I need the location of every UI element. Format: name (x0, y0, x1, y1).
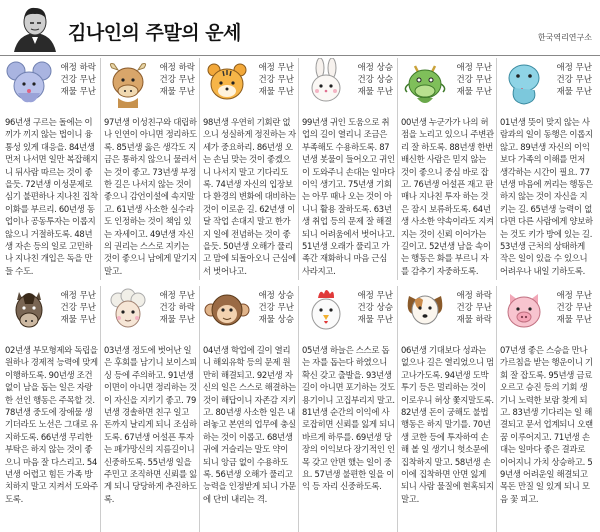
fortune-text: 06년생 기대보다 성과는 없으나 길은 열리었으니 멈고나가도록. 94년생 도박 투기 등은 멀리하는 것이 이로우니 허상 쫓지말도록. 82년생 돈이 궁해도 불법 행동은 하지 말기를. 70년생 코한 등에 투자하여 손해 볼 일 생기니 헛소문에 집착하지 말고. 58년생 손이에 집착하면 안면 잃게 되니 사람 물질에 현혹되지 말고. (401, 345, 494, 504)
zodiac-pig (497, 286, 596, 532)
zodiac-rabbit (299, 58, 398, 280)
zodiac-snake (497, 58, 596, 280)
fortune-text: 04년생 학업에 길이 열리니 해외유학 등의 문제 원만히 해결되고. 92년생 자신의 일은 스스로 해결하는 것이 해답이니 자존감 지키고. 80년생 사소한 일은 내려놓고 본연의 업무에 충실하는 것이 이롭고. 68년생 귀에 거슬리는 말도 약이 되니 앙금 없이 수용하도록. 56년생 오해가 풀리고 능력을 인정받게 되니 가문에 단비 내리는 격. (203, 345, 296, 504)
zodiac-dragon (398, 58, 497, 280)
fortune-status: 애정 무난 건강 하락 재물 무난 (159, 291, 195, 325)
zodiac-rooster (299, 286, 398, 532)
fortune-status: 애정 무난 건강 무난 재물 무난 (258, 63, 294, 97)
zodiac-horse (2, 286, 101, 532)
fortune-text: 01년생 뜻이 맞지 않는 사람과의 일이 동행은 이롭지 않고. 89년생 자신의 이익보다 가족의 이해를 먼저 생각하는 시간이 필요. 77년생 마음에 꺼리는 행동은 하지 않는 것이 자신을 지키는 길. 65년생 능력이 없다면 다른 사람에게 양보하는 것도 키가 방에 있는 길. 53년생 근처의 상태하게 작은 일이 있을 수 있으니 어려우나 내일 기하도록. (500, 117, 593, 276)
header (0, 0, 600, 56)
zodiac-row-2 (2, 286, 598, 532)
rooster-icon (302, 286, 350, 338)
header-divider (0, 55, 600, 56)
fortune-status: 애정 무난 건강 무난 재물 무난 (456, 63, 492, 97)
monkey-icon (203, 286, 251, 338)
zodiac-monkey (200, 286, 299, 532)
zodiac-row-1 (2, 58, 598, 280)
fortune-status: 애정 하락 건강 무난 재물 무난 (60, 63, 96, 97)
snake-icon (500, 58, 548, 110)
fortune-text: 05년생 하늘은 스스로 돕는 자를 돕는다 하였으니 확신 갖고 출발을. 93년생 길이 아니면 포기하는 것도 용기이니 고집부리지 말고. 81년생 순간의 이익에 사로잡히면 신뢰를 잃게 되니 바르게 하루를. 69년생 당장의 이익보다 장기적인 인목 갖고 안면 했는 일이 중요. 57년생 불편한 일을 이익 등 자리 신중하도록. (302, 345, 395, 492)
fortune-text: 98년생 우연히 기회란 없으니 성실하게 정진하는 자세가 중요하리. 86년생 오는 손님 맞는 것이 좋겠으니 나서지 말고 기다리도록. 74년생 자신의 입장보다 환경의 변화에 대비하는 것이 이로운 길. 62년생 이달 작업 손대지 말고 한가지 일에 전념하는 것이 좋을듯. 50년생 오해가 풀리고 맘에 되돌아오니 근심에서 벗어나고. (203, 117, 296, 276)
sheep-icon (104, 286, 152, 338)
fortune-status: 애정 무난 건강 무난 재물 무난 (60, 291, 96, 325)
author-portrait (8, 4, 62, 52)
fortune-text: 96년생 구르는 돌에는 이끼가 끼지 않는 법이니 융통성 있게 대응을. 84년생 먼저 나서면 일만 복잡해지니 뒤사람 따르는 것이 좋을듯. 72년생 이성문제로 심기 불편하나 지나친 집착이화를 부르리. 60년생 동업이나 공동투자는 이롭지 않으니 거절하도록. 48년생 자손 등의 일로 고민하나 지나친 개입은 독을 만들 수도. (5, 117, 98, 276)
horse-icon (5, 286, 53, 338)
zodiac-rat (2, 58, 101, 280)
rabbit-icon (302, 58, 350, 110)
zodiac-dog (398, 286, 497, 532)
rat-icon (5, 58, 53, 110)
dog-icon (401, 286, 449, 338)
ox-icon (104, 58, 152, 110)
fortune-status: 애정 상승 건강 상승 재물 무난 (357, 63, 393, 97)
fortune-text: 07년생 좋은 스승을 만나 가르침을 받는 행운이니 기회 잘 잡도록. 95년생 금료 오르고 승진 등의 기회 생기니 노력한 보람 찾게 되고. 83년생 기다리는 일 해결되고 문서 업계되니 오랜 꿈 이루어지고. 71년생 손대는 일마다 좋은 결과로 이어지니 가치 상승하고. 59년생 어려운일 해결되고 목돈 만질 일 있게 되니 모음 꽃 피고. (500, 345, 593, 504)
fortune-status: 애정 무난 건강 무난 재물 무난 (556, 291, 592, 325)
zodiac-sheep (101, 286, 200, 532)
dragon-icon (401, 58, 449, 110)
tiger-icon (203, 58, 251, 110)
fortune-grid (2, 58, 598, 532)
fortune-text: 99년생 귀인 도움으로 취업의 길이 열리니 조금은 부족해도 수용하도록. 87년생 봇물이 들어오고 귀인이 도와주니 손대는 일마다 이익 생기고. 75년생 기회는 아무 때나 오는 것이 아니니 활용 잘하도록. 63년생 취업 등의 문제 잘 해결되니 어려움에서 벗어나고. 51년생 오래가 풀리고 가족간 재화하니 마음 근심 사라지고. (302, 117, 395, 276)
fortune-status: 애정 하락 건강 무난 재물 하락 (456, 291, 492, 325)
fortune-status: 애정 무난 건강 무난 재물 무난 (556, 63, 592, 97)
pig-icon (500, 286, 548, 338)
source-label: 한국역리연구소 (537, 33, 592, 42)
fortune-text: 00년생 누군가가 나의 허점을 노리고 있으니 주변관리 잘 하도록. 88년생 한번 배신한 사람은 믿지 않는 것이 좋으니 중심 바로 잡고. 76년생 어설픈 재고 판매나 지나친 투자 하는 것은 잠시 보류하도록. 64년생 사소한 약속이라도 지켜지는 것이 신뢰 이어가는 길이고. 52년생 남을 속이는 행동은 화를 부르니 자를 감추기 자중하도록. (401, 117, 494, 276)
fortune-status: 애정 무난 건강 상승 재물 무난 (357, 291, 393, 325)
fortune-text: 03년생 정도에 벗어난 일은 후회를 남기니 보이스피싱 등에 주의하고. 91년생 이면이 아니면 정리하는 것이 자신을 지키기 좋고. 79년생 경솔하면 친구 일고 돈까지 날리게 되니 조심하도록. 67년생 어설픈 투자는 패가망신의 지름길이니 신중하도록. 55년생 일을 주민고 조직하면 신뢰를 잃게 되니 당당하게 추진하도록. (104, 345, 197, 504)
page-title: 김나인의 주말의 운세 (68, 22, 241, 44)
fortune-text: 97년생 이성친구와 대립하나 인연이 아니면 정리하도록. 85년생 옳은 생각도 지금은 통하지 않으니 물러서는 것이 좋고. 73년생 부정한 길은 나서지 않는 것이 좋으니 감언이설에 속지말고. 61년생 사소한 실수라도 인정하는 것이 책임 있는 자세이고. 49년생 자신의 권리는 스스로 지키는 것이 좋으니 남에게 맡기지 말고. (104, 117, 197, 276)
fortune-status: 애정 하락 건강 무난 재물 무난 (159, 63, 195, 97)
zodiac-tiger (200, 58, 299, 280)
zodiac-ox (101, 58, 200, 280)
fortune-status: 애정 상승 건강 무난 재물 상승 (258, 291, 294, 325)
fortune-text: 02년생 부모형제와 독립을 원하나 경제적 능력에 맞게 이행하도록. 90년생 조건 없이 남을 돕는 일은 자랑한 선인 행동은 주목할 것. 78년생 중도에 장애물 생기더라도 노선은 그대로 유지하도록. 66년생 무리한 부탁은 하지 않는 것이 좋으니 마음 잘 다스리고. 54년생 어렵고 힘든 가족 방치하지 말고 지켜서 도와주도록. (5, 345, 98, 504)
